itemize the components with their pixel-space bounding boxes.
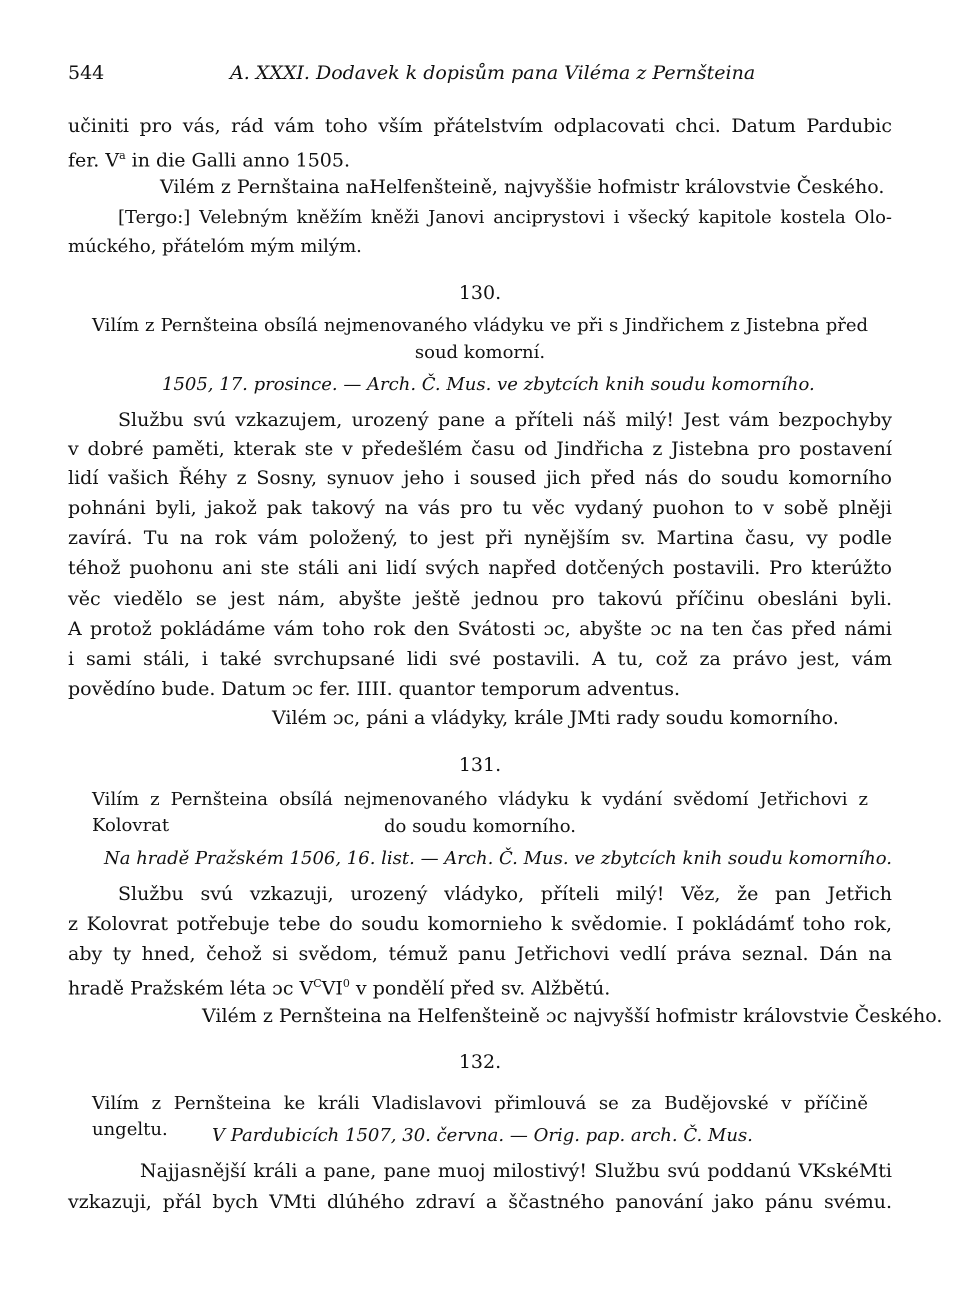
- body-line: povědíno bude. Datum ɔc fer. IIII. quantor temporum adventus.: [68, 678, 681, 700]
- text-fragment: hradě Pražském léta ɔc V: [68, 977, 314, 1000]
- signature-line: Vilém z Pernštaina naHelfenšteině, najvyššie hofmistr královstvie Českého.: [160, 176, 885, 198]
- body-line: vzkazuji, přál bych VMti dlúhého zdraví a ščastného panování jako pánu svému.: [68, 1191, 892, 1213]
- document-summary: Vilím z Pernšteina ke králi Vladislavovi přimlouvá se za Budějovské v příčině ungeltu.: [92, 1093, 868, 1140]
- document-page: [68, 58, 892, 92]
- signature-line: Vilém z Pernšteina na Helfenšteině ɔc najvyšší hofmistr královstvie Českého.: [202, 1005, 943, 1027]
- text-fragment: VI: [321, 977, 343, 1000]
- document-summary: Vilím z Pernšteina obsílá nejmenovaného vládyku ve při s Jindřichem z Jistebna před: [92, 315, 868, 336]
- body-line: [68, 971, 610, 1001]
- document-number: 130.: [458, 282, 502, 304]
- source-note: Na hradě Pražském 1506, 16. list. — Arch. Č. Mus. ve zbytcích knih soudu komorního.: [104, 848, 892, 869]
- superscript: a: [119, 149, 126, 162]
- signature-line: Vilém ɔc, páni a vládyky, krále JMti rady soudu komorního.: [272, 707, 839, 729]
- body-line: věc viedělo se jest nám, abyšte ještě jednou pro takovú příčinu obesláni byli.: [68, 588, 892, 610]
- page-header: [68, 58, 892, 92]
- text-line: učiniti pro vás, rád vám toho vším přátelstvím odplacovati chci. Datum Pardubic: [68, 115, 892, 137]
- body-line: aby ty hned, čehož si svědom, témuž panu Jetřichovi vedlí práva seznal. Dán na: [68, 943, 892, 965]
- text-fragment: fer. V: [68, 149, 120, 172]
- source-note: 1505, 17. prosince. — Arch. Č. Mus. ve zbytcích knih soudu komorního.: [162, 374, 815, 395]
- document-summary: Vilím z Pernšteina obsílá nejmenovaného vládyku k vydání svědomí Jetřichovi z Kolovrat: [92, 789, 868, 836]
- document-summary: do soudu komorního.: [383, 816, 577, 837]
- text-line: [68, 143, 350, 173]
- document-number: 131.: [458, 754, 502, 776]
- superscript: 0: [342, 977, 350, 990]
- superscript: C: [313, 977, 322, 990]
- body-line: v dobré paměti, kterak ste v předešlém času od Jindřicha z Jistebna pro postavení: [68, 438, 892, 460]
- address-line: múckého, přátelóm mým milým.: [68, 236, 362, 257]
- body-line: lidí vašich Řéhy z Sosny, synuov jeho i soused jich před nás do soudu komorního: [68, 467, 892, 489]
- document-number: 132.: [458, 1051, 502, 1073]
- body-line: téhož puohonu ani ste stáli ani lidí svých napřed dotčených postavili. Pro kterúžto: [68, 557, 892, 579]
- body-line: zavírá. Tu na rok vám položený, to jest při nynějším sv. Martina času, vy podle: [68, 527, 892, 549]
- page-number: 544: [68, 62, 105, 84]
- address-line: [Tergo:] Velebným kněžím kněži Janovi anciprystovi i všecký kapitole kostela Olo-: [118, 207, 892, 228]
- text-fragment: in die Galli anno 1505.: [125, 149, 351, 172]
- running-title: A. XXXI. Dodavek k dopisům pana Viléma z Pernšteina: [230, 62, 756, 84]
- source-note: V Pardubicích 1507, 30. června. — Orig. pap. arch. Č. Mus.: [212, 1125, 753, 1146]
- body-line: A protož pokládáme vám toho rok den Svátosti ɔc, abyšte ɔc na ten čas před námi: [68, 618, 892, 640]
- body-line: i sami stáli, i také svrchupsané lidi své postavili. A tu, což za právo jest, vám: [68, 648, 892, 670]
- body-line: Službu svú vzkazujem, urozený pane a příteli náš milý! Jest vám bezpochyby: [118, 409, 892, 431]
- body-line: Službu svú vzkazuji, urozený vládyko, příteli milý! Věz, že pan Jetřich: [118, 883, 892, 905]
- body-line: pohnáni byli, jakož pak takový na vás pro tu věc vydaný puohon to v sobě plněji: [68, 497, 892, 519]
- body-line: Najjasnější králi a pane, pane muoj milostivý! Službu svú poddanú VKskéMti: [140, 1160, 892, 1182]
- text-fragment: v pondělí před sv. Alžbětú.: [349, 977, 611, 1000]
- body-line: z Kolovrat potřebuje tebe do soudu komornieho k svědomie. I pokládámť toho rok,: [68, 913, 892, 935]
- document-summary: soud komorní.: [414, 342, 546, 363]
